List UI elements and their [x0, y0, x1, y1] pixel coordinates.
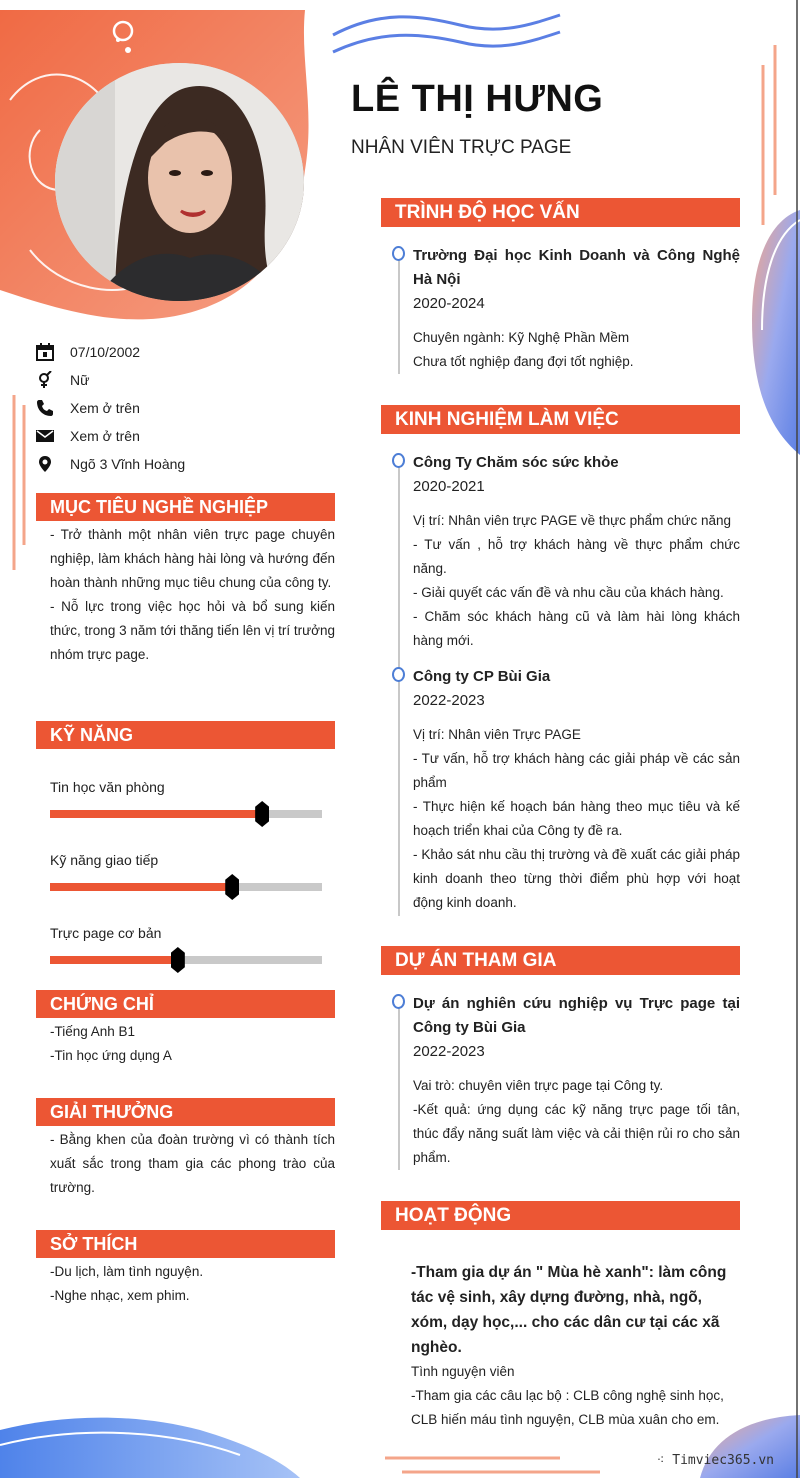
entry-title: Dự án nghiên cứu nghiệp vụ Trực page tại Công ty Bùi Gia	[413, 995, 740, 1036]
hobby-item: -Nghe nhạc, xem phim.	[50, 1288, 190, 1303]
mail-icon	[36, 427, 54, 445]
certificate-item: -Tiếng Anh B1	[50, 1024, 136, 1039]
hobbies-text	[50, 1260, 335, 1308]
entry-title: Công Ty Chăm sóc sức khỏe	[413, 454, 619, 471]
timeline-dot	[392, 246, 405, 261]
gender-icon	[36, 371, 54, 389]
entry-line: - Tư vấn , hỗ trợ khách hàng về thực phẩm chức năng.	[413, 537, 740, 576]
award-item: - Bằng khen của đoàn trường vì có thành tích xuất sắc trong tham gia các phong trào của trường.	[50, 1132, 335, 1195]
info-email	[36, 422, 185, 450]
entry-line: - Thực hiện kế hoạch bán hàng theo mục tiêu và kế hoạch triển khai của Công ty đề ra.	[413, 799, 740, 838]
awards-text	[50, 1128, 335, 1200]
phone-icon	[36, 399, 54, 417]
entry-date: 2020-2024	[413, 295, 485, 312]
entry-title: Công ty CP Bùi Gia	[413, 668, 551, 685]
activity-title: -Tham gia dự án " Mùa hè xanh": làm công tác vệ sinh, xây dựng đường, nhà, ngõ, xóm, dạy học,... cho các dân cư tại các xã nghèo.	[411, 1264, 727, 1356]
entry-line: - Chăm sóc khách hàng cũ và làm hài lòng khách hàng mới.	[413, 609, 740, 648]
section-heading-hobbies: SỞ THÍCH	[36, 1230, 335, 1258]
info-gender	[36, 366, 185, 394]
objective-line: - Trở thành một nhân viên trực page chuyên nghiệp, làm khách hàng hài lòng và hướng đến hoàn thành những mục tiêu chung của công ty.	[50, 527, 335, 590]
skill-bar-fill	[50, 956, 178, 964]
section-heading-objective: MỤC TIÊU NGHỀ NGHIỆP	[36, 493, 335, 521]
entry-line: - Khảo sát nhu cầu thị trường và đề xuất các giải pháp kinh doanh theo từng thời điểm phù hợp với hoạt động kinh doanh.	[413, 847, 740, 910]
hobby-item: -Du lịch, làm tình nguyện.	[50, 1264, 204, 1279]
activity-line: -Tham gia các câu lạc bộ : CLB công nghệ sinh học, CLB hiến máu tình nguyện, CLB mùa xuân cho em.	[411, 1388, 724, 1427]
objective-text	[50, 523, 335, 667]
personal-info	[36, 338, 185, 478]
skill-bar	[50, 810, 322, 818]
experience-entry	[413, 665, 740, 915]
profile-photo	[55, 63, 304, 301]
section-heading-education: TRÌNH ĐỘ HỌC VẤN	[381, 198, 740, 227]
phone-value: Xem ở trên	[70, 400, 140, 416]
entry-date: 2022-2023	[413, 1043, 485, 1060]
timeline-dot	[392, 453, 405, 468]
section-heading-skills: KỸ NĂNG	[36, 721, 335, 749]
timeline-line	[398, 1000, 400, 1170]
location-icon	[36, 455, 54, 473]
watermark-dots-icon: ⁖	[656, 1453, 673, 1468]
entry-line: Vị trí: Nhân viên trực PAGE về thực phẩm chức năng	[413, 513, 731, 528]
birthdate-value: 07/10/2002	[70, 344, 141, 360]
watermark	[657, 1453, 774, 1468]
entry-line: - Giải quyết các vấn đề và nhu cầu của khách hàng.	[413, 585, 724, 600]
skill-label: Trực page cơ bản	[50, 925, 162, 941]
activity-entry	[411, 1260, 740, 1432]
timeline-line	[398, 252, 400, 374]
watermark-text: Timviec365.vn	[672, 1453, 774, 1468]
activity-line: Tình nguyện viên	[411, 1364, 515, 1379]
experience-entry	[413, 451, 740, 653]
certificates-text	[50, 1020, 335, 1068]
education-entry	[413, 244, 740, 374]
calendar-icon	[36, 343, 54, 361]
entry-line: Vị trí: Nhân viên Trực PAGE	[413, 727, 581, 742]
entry-line: - Tư vấn, hỗ trợ khách hàng các giải pháp về các sản phẩm	[413, 751, 740, 790]
skill-bar-fill	[50, 810, 262, 818]
entry-date: 2022-2023	[413, 692, 485, 709]
entry-line: Chưa tốt nghiệp đang đợi tốt nghiệp.	[413, 354, 634, 369]
section-heading-activities: HOẠT ĐỘNG	[381, 1201, 740, 1230]
timeline-line	[398, 459, 400, 916]
skill-bar	[50, 956, 322, 964]
email-value: Xem ở trên	[70, 428, 140, 444]
skill-bar	[50, 883, 322, 891]
section-heading-projects: DỰ ÁN THAM GIA	[381, 946, 740, 975]
project-entry	[413, 992, 740, 1170]
objective-line: - Nỗ lực trong việc học hỏi và bổ sung kiến thức, trong 3 năm tới thăng tiến lên vị trí trưởng nhóm trực page.	[50, 599, 335, 662]
entry-line: Vai trò: chuyên viên trực page tại Công ty.	[413, 1078, 664, 1093]
entry-line: -Kết quả: ứng dụng các kỹ năng trực page tối tân, thúc đẩy năng suất làm việc và cải thiện rủi ro cho sản phẩm.	[413, 1102, 740, 1165]
timeline-dot	[392, 667, 405, 682]
section-heading-certificates: CHỨNG CHỈ	[36, 990, 335, 1018]
job-title: NHÂN VIÊN TRỰC PAGE	[351, 137, 572, 158]
skill-label: Tin học văn phòng	[50, 779, 165, 795]
info-address	[36, 450, 185, 478]
section-heading-experience: KINH NGHIỆM LÀM VIỆC	[381, 405, 740, 434]
info-phone	[36, 394, 185, 422]
timeline-dot	[392, 994, 405, 1009]
address-value: Ngõ 3 Vĩnh Hoàng	[70, 456, 186, 472]
entry-title: Trường Đại học Kinh Doanh và Công Nghệ Hà Nội	[413, 247, 740, 288]
section-heading-awards: GIẢI THƯỞNG	[36, 1098, 335, 1126]
entry-line: Chuyên ngành: Kỹ Nghệ Phần Mềm	[413, 330, 630, 345]
entry-date: 2020-2021	[413, 478, 485, 495]
portrait-illustration	[55, 63, 304, 301]
skill-label: Kỹ năng giao tiếp	[50, 852, 159, 868]
certificate-item: -Tin học ứng dụng A	[50, 1048, 172, 1063]
info-birthdate	[36, 338, 185, 366]
candidate-name: LÊ THỊ HƯNG	[351, 78, 604, 120]
skill-bar-fill	[50, 883, 232, 891]
gender-value: Nữ	[70, 372, 90, 388]
